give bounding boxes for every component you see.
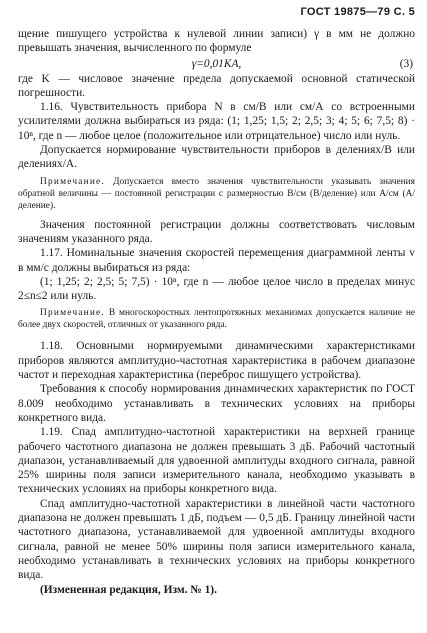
paragraph-1-18: 1.18. Основными нормируемыми динамическими характеристиками приборов являются амплитудно-частотная характеристика в рабочем диапазоне частот и переходная характеристика (переброс пишущего устройства). [18, 340, 415, 382]
paragraph-registration: Значения постоянной регистрации должны соответствовать числовым значениям указанного ряда. [18, 218, 415, 245]
formula-3 [18, 56, 415, 72]
note-1-text: Допускается вместо значения чувствительности указывать значения обратной величины — постоянной регистрации с размерностью В/см (В/деление) или А/см (А/деление). [18, 176, 415, 211]
paragraph-1-16: 1.16. Чувствительность прибора N в см/В или см/А со встроенными усилителями должна выбираться из ряда: (1; 1,25; 1,5; 2; 2,5; 3; 4; 5; 6; 7,5; 8) · 10ⁿ, где n — любое целое (положительное или отрицательное) число или нуль. [18, 101, 415, 142]
paragraph-1-17-series: (1; 1,25; 2; 2,5; 5; 7,5) · 10ⁿ, где n — любое целое число в пределах минус 2≤n≤2 или нуль. [18, 275, 415, 303]
paragraph-1-19-linear: Спад амплитудно-частотной характеристики в линейной части частотного диапазона не должен превышать 1 дБ, подъем — 0,5 дБ. Границу линейной части частотного диапазона, устанавливаемой для удвоенной амплитуды входного сигнала, равной не менее 50% ширины поля записи измерительного канала, необходимо устанавливать в технических условиях на приборы конкретного вида. [18, 497, 415, 582]
note-1 [18, 176, 415, 212]
page-header: ГОСТ 19875—79 С. 5 [300, 6, 415, 18]
formula-number: (3) [399, 57, 413, 70]
paragraph-1-18-requirements: Требования к способу нормирования динамических характеристик по ГОСТ 8.009 необходимо устанавливать в технических условиях на приборы конкретного вида. [18, 383, 415, 424]
paragraph-where-k: где K — числовое значение предела допускаемой основной статической погрешности. [18, 72, 415, 99]
paragraph-continuation: щение пишущего устройства к нулевой линии записи) γ в мм не должно превышать значения, вычисленного по формуле [18, 28, 415, 55]
paragraph-1-16-allow: Допускается нормирование чувствительности приборов в делениях/В или делениях/А. [18, 144, 415, 171]
formula-text: γ=0,01KA, [191, 57, 242, 70]
note-2-text: В многоскоростных лентопротяжных механизмах допускается наличие не более двух скоростей, отличных от указанного ряда. [18, 308, 415, 331]
amendment-note: (Измененная редакция, Изм. № 1). [40, 583, 217, 596]
note-2-label: Примечание. [40, 308, 105, 319]
paragraph-1-17: 1.17. Номинальные значения скоростей перемещения диаграммной ленты v в мм/с должны выбираться из ряда: [18, 247, 415, 274]
note-2 [18, 307, 415, 331]
note-1-label: Примечание. [40, 176, 105, 187]
document-body [18, 27, 415, 597]
paragraph-1-19: 1.19. Спад амплитудно-частотной характеристики на верхней границе рабочего частотного диапазона не должен превышать 3 дБ. Рабочий частотный диапазон, устанавливаемый для удвоенной амплитуды входного сигнала, равной 25% ширины поля записи измерительного канала, необходимо указывать в технических условиях на приборы конкретного вида. [18, 426, 415, 496]
